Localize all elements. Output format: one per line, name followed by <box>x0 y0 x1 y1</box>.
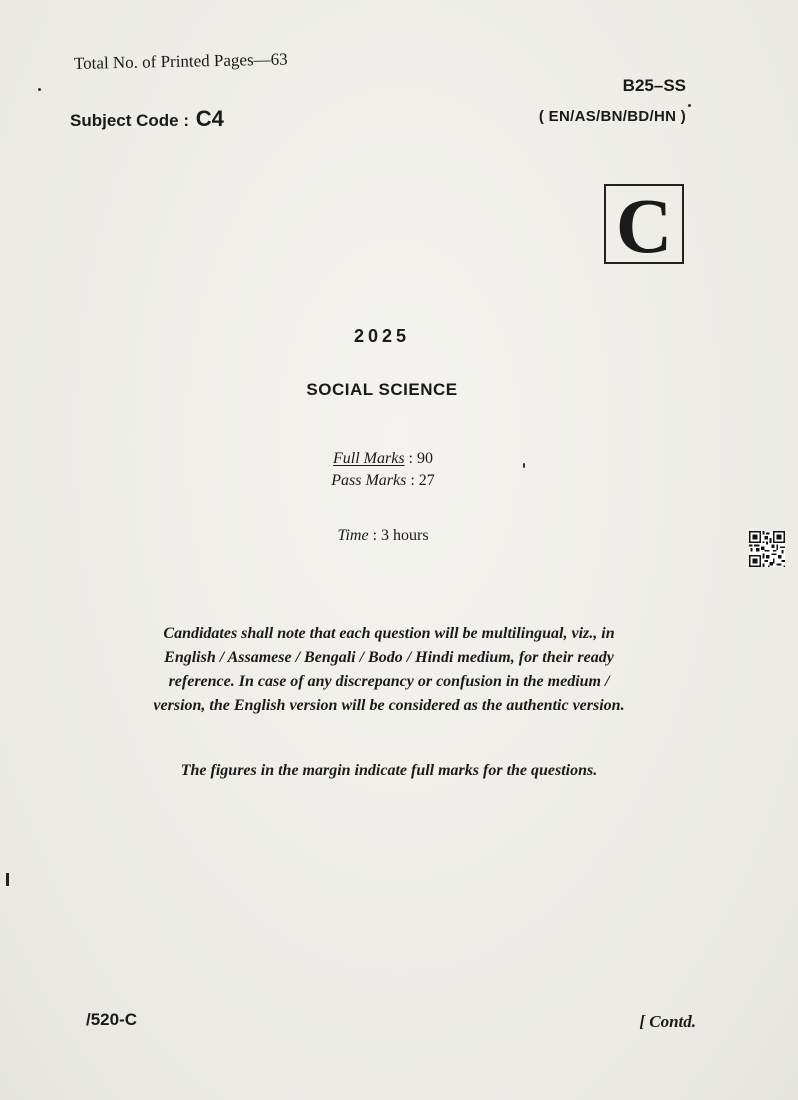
figures-note: The figures in the margin indicate full marks for the questions. <box>180 762 598 779</box>
exam-year: 2025 <box>353 326 411 346</box>
qr-code-icon <box>749 531 785 567</box>
language-codes: ( EN/AS/BN/BD/HN ) <box>538 108 686 125</box>
subject-code-label: Subject Code : <box>70 111 190 130</box>
instruction-line: reference. In case of any discrepancy or confusion in the medium / <box>168 673 610 690</box>
exam-time <box>0 527 766 545</box>
subject-code <box>70 106 224 132</box>
instruction-line: English / Assamese / Bengali / Bodo / Hindi medium, for their ready <box>164 649 614 666</box>
scan-speck <box>523 463 525 468</box>
set-letter: C <box>615 182 673 269</box>
instruction-line: Candidates shall note that each question will be multilingual, viz., in <box>163 625 615 642</box>
scan-speck <box>38 88 41 91</box>
full-marks <box>0 450 766 468</box>
subject-title: SOCIAL SCIENCE <box>306 380 458 399</box>
time-label: Time <box>337 527 369 544</box>
paper-code: B25–SS <box>622 76 686 95</box>
medium-instructions <box>96 622 682 718</box>
footer-paper-number: /520-C <box>86 1010 138 1029</box>
printed-pages-count: Total No. of Printed Pages—63 <box>73 49 288 73</box>
instruction-line: version, the English version will be considered as the authentic version. <box>153 697 625 714</box>
set-letter-box <box>604 182 684 269</box>
full-marks-value: : 90 <box>408 450 433 467</box>
subject-code-value: C4 <box>195 106 224 131</box>
pass-marks <box>0 472 766 490</box>
scan-speck <box>688 104 691 107</box>
scan-edge-mark <box>6 873 9 886</box>
pass-marks-label: Pass Marks <box>331 472 407 489</box>
footer-contd: [ Contd. <box>639 1012 696 1031</box>
pass-marks-value: : 27 <box>410 472 435 489</box>
full-marks-label: Full Marks <box>333 450 405 467</box>
time-value: : 3 hours <box>372 527 429 544</box>
